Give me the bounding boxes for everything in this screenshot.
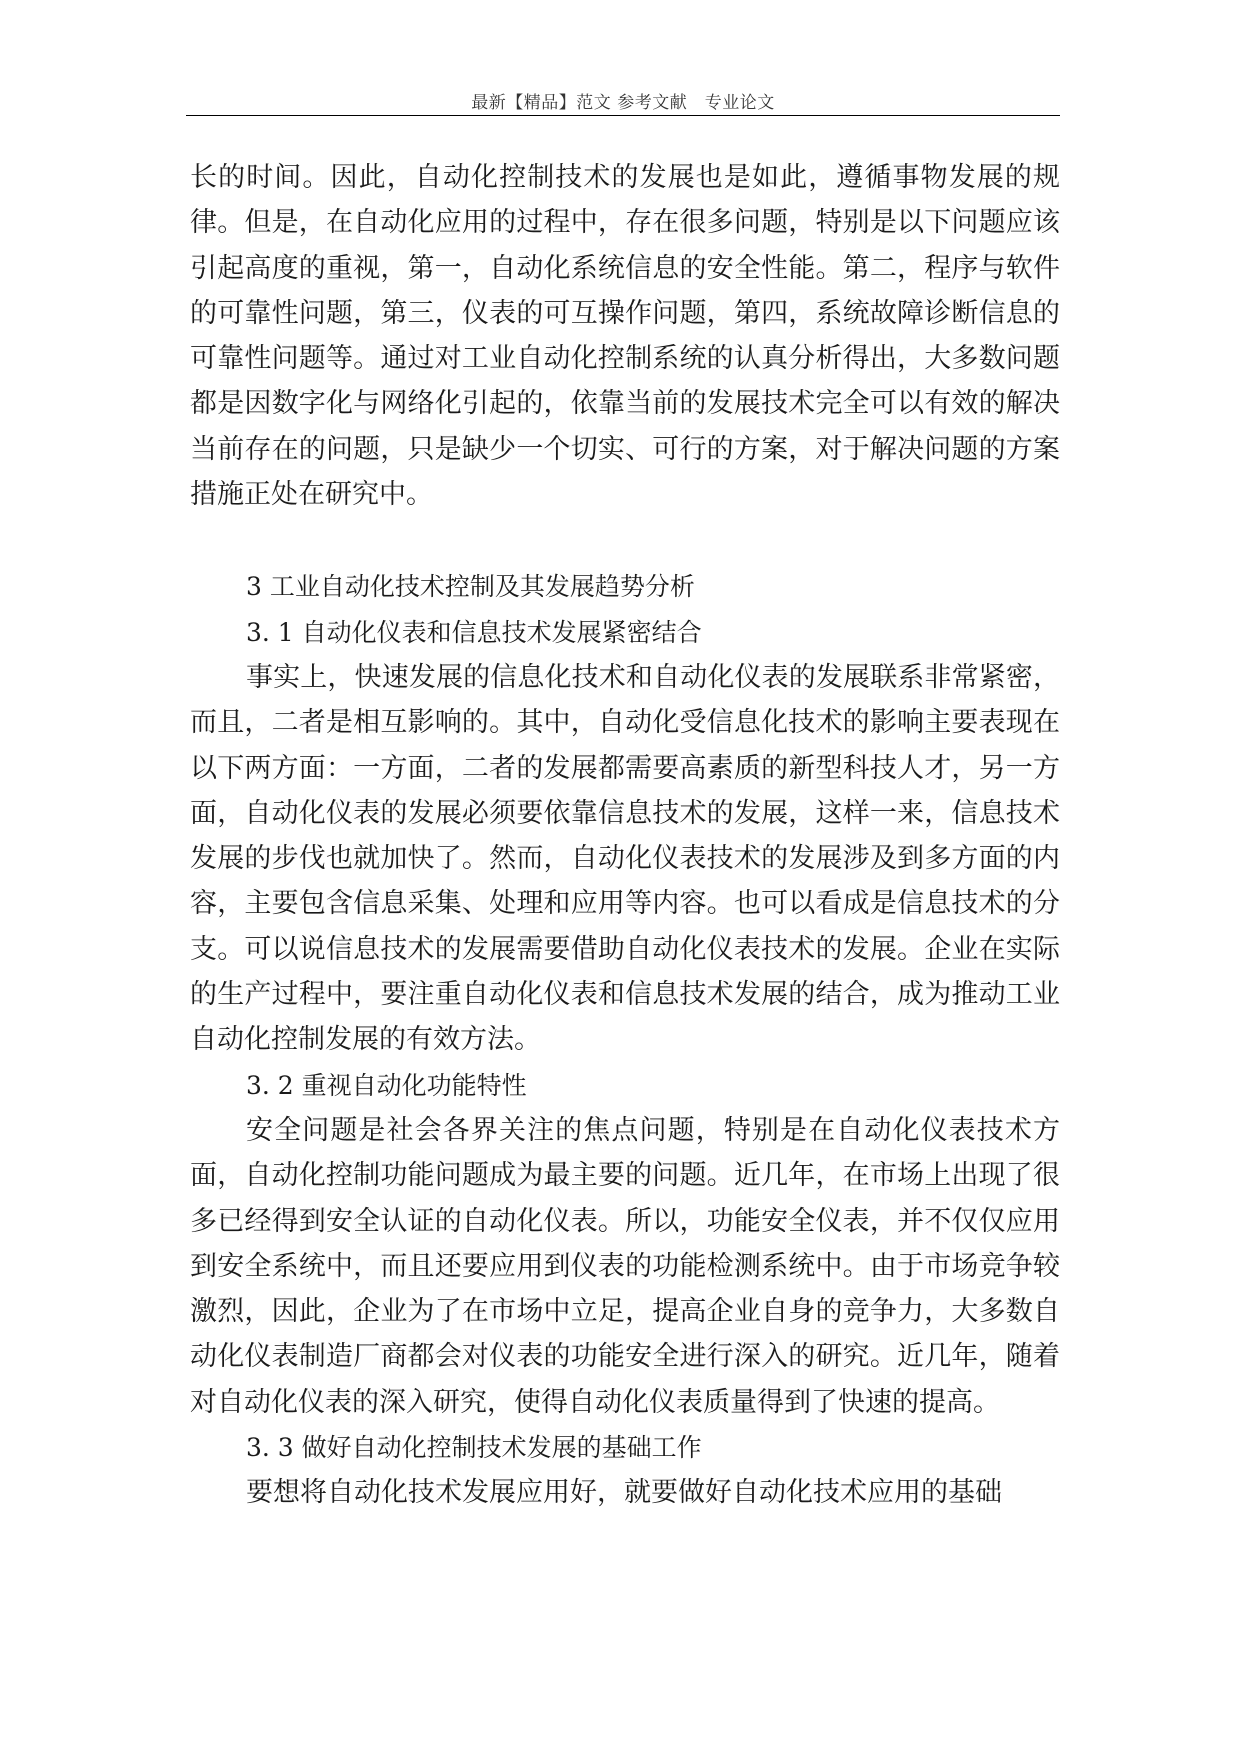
document-body [190, 155, 1060, 1516]
header-divider [186, 115, 1060, 116]
subsection-heading-3-2: 3. 2 重视自动化功能特性 [246, 1070, 527, 1100]
section-heading-3: 3 工业自动化技术控制及其发展趋势分析 [246, 572, 695, 602]
page-header: 最新【精品】范文 参考文献 专业论文 [471, 93, 775, 113]
paragraph-3-1: 事实上，快速发展的信息化技术和自动化仪表的发展联系非常紧密，而且，二者是相互影响的。其中，自动化受信息化技术的影响主要表现在以下两方面：一方面，二者的发展都需要高素质的新型科技人才，另一方面，自动化仪表的发展必须要依靠信息技术的发展，这样一来，信息技术发展的步伐也就加快了。然而，自动化仪表技术的发展涉及到多方面的内容，主要包含信息采集、处理和应用等内容。也可以看成是信息技术的分支。可以说信息技术的发展需要借助自动化仪表技术的发展。企业在实际的生产过程中，要注重自动化仪表和信息技术发展的结合，成为推动工业自动化控制发展的有效方法。 [190, 661, 1060, 1056]
paragraph-continuation: 长的时间。因此，自动化控制技术的发展也是如此，遵循事物发展的规律。但是，在自动化应用的过程中，存在很多问题，特别是以下问题应该引起高度的重视，第一，自动化系统信息的安全性能。第二，程序与软件的可靠性问题，第三，仪表的可互操作问题，第四，系统故障诊断信息的可靠性问题等。通过对工业自动化控制系统的认真分析得出，大多数问题都是因数字化与网络化引起的，依靠当前的发展技术完全可以有效的解决当前存在的问题，只是缺少一个切实、可行的方案，对于解决问题的方案措施正处在研究中。 [190, 162, 1060, 511]
section-gap [190, 517, 1060, 564]
subsection-heading-3-1: 3. 1 自动化仪表和信息技术发展紧密结合 [246, 617, 702, 647]
paragraph-3-3: 要想将自动化技术发展应用好，就要做好自动化技术应用的基础 [246, 1477, 1002, 1509]
subsection-heading-3-3: 3. 3 做好自动化控制技术发展的基础工作 [246, 1433, 702, 1463]
paragraph-3-2: 安全问题是社会各界关注的焦点问题，特别是在自动化仪表技术方面，自动化控制功能问题成为最主要的问题。近几年，在市场上出现了很多已经得到安全认证的自动化仪表。所以，功能安全仪表，并不仅仅应用到安全系统中，而且还要应用到仪表的功能检测系统中。由于市场竞争较激烈，因此，企业为了在市场中立足，提高企业自身的竞争力，大多数自动化仪表制造厂商都会对仪表的功能安全进行深入的研究。近几年，随着对自动化仪表的深入研究，使得自动化仪表质量得到了快速的提高。 [190, 1114, 1060, 1418]
